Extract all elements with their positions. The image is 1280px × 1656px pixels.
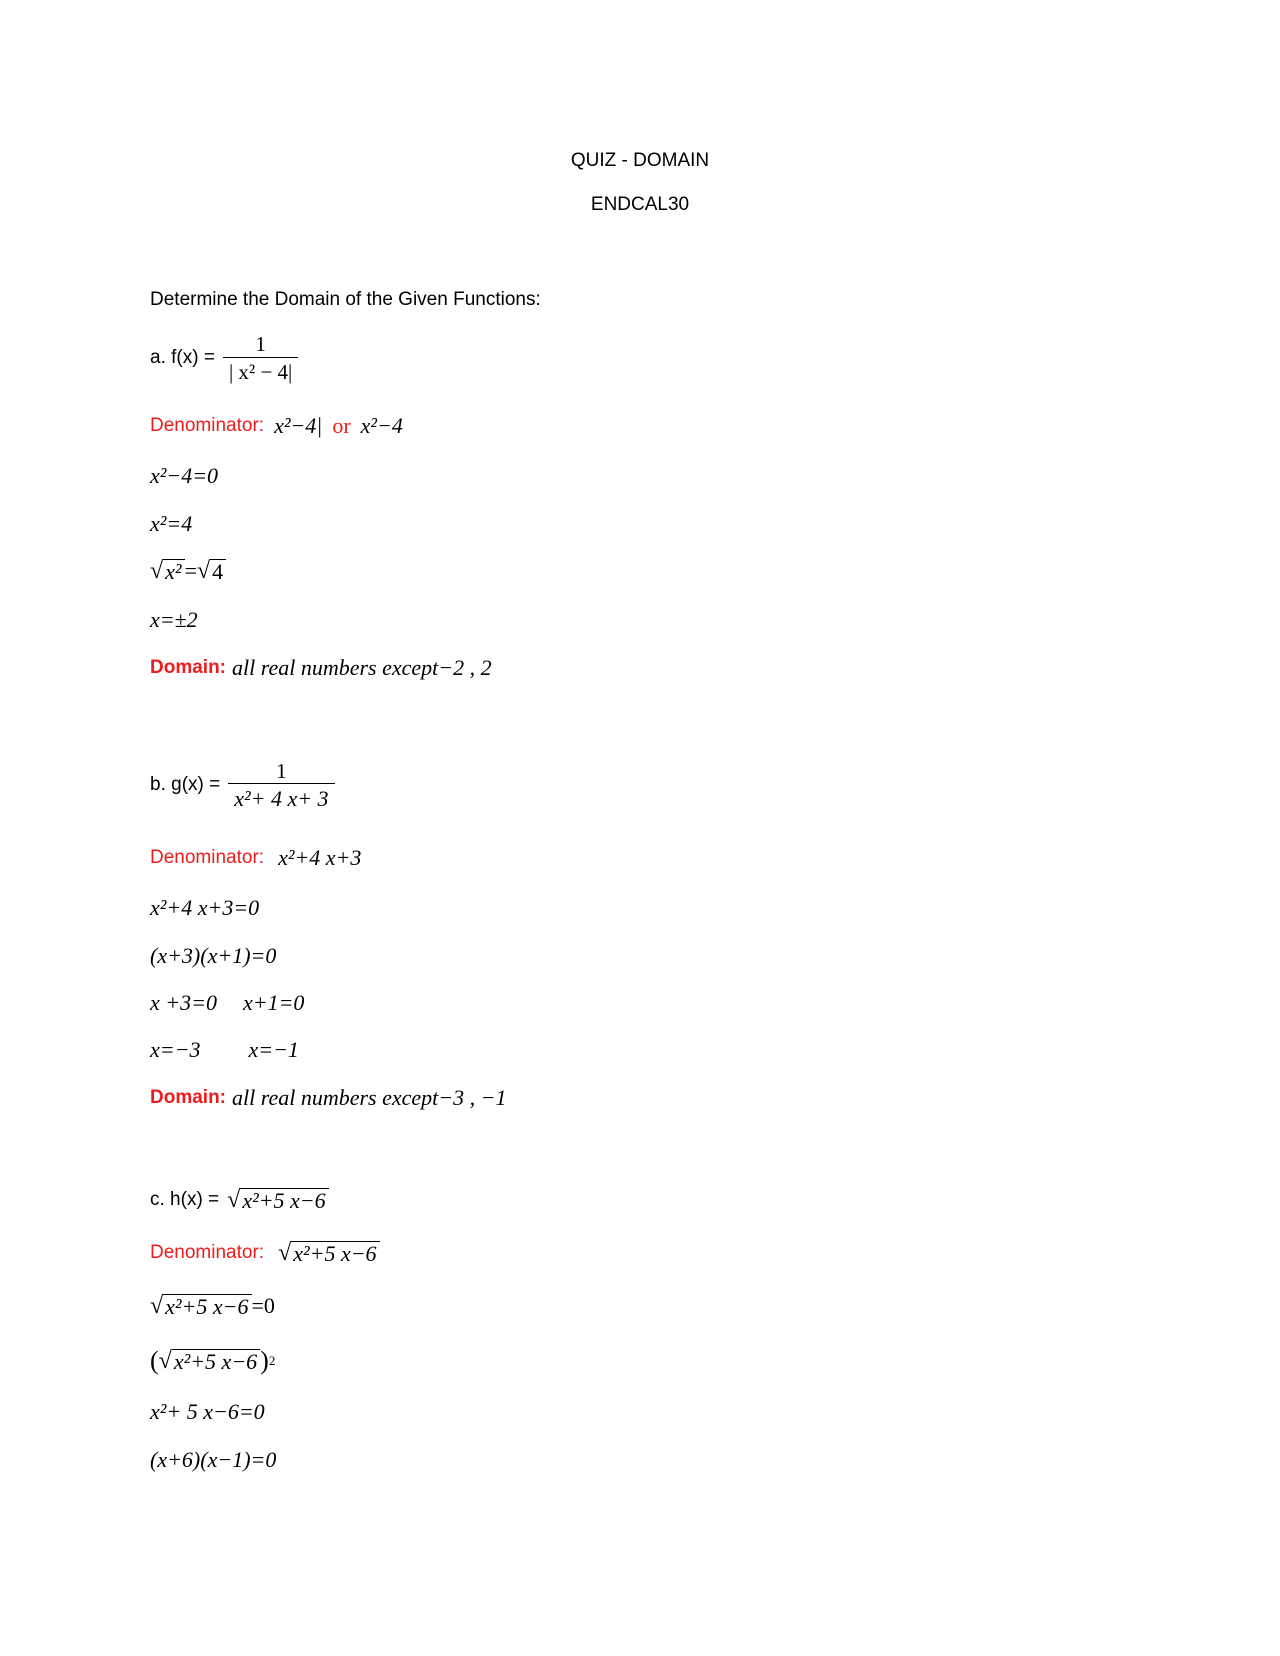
part-b-step1 [150, 890, 259, 926]
part-c-step1-rest: =0 [251, 1293, 275, 1318]
part-a-domain-text: all real numbers except−2 , 2 [232, 655, 492, 680]
part-a-domain-label: Domain: [150, 657, 226, 678]
part-b-step2 [150, 938, 276, 974]
part-b-denominator: x²+ 4 x+ 3 [228, 783, 334, 811]
part-b-step1-text: x²+4 x+3=0 [150, 895, 260, 920]
part-a-or: or [332, 413, 351, 438]
part-c-step1 [150, 1288, 275, 1324]
part-b-denom-expr: x²+4 x+3 [278, 845, 362, 870]
part-c-step4-text: (x+6)(x−1)=0 [150, 1447, 277, 1472]
quiz-title: QUIZ - DOMAIN [570, 150, 710, 171]
course-code: ENDCAL30 [590, 194, 690, 215]
part-c-step3 [150, 1394, 265, 1430]
part-b-label: b. g(x) = [150, 774, 221, 795]
part-a-denom-expr2: x²−4 [360, 413, 403, 438]
part-a-step2-text: x²=4 [150, 511, 193, 536]
part-c-step2-sqrt: √ x²+5 x−6 [159, 1349, 261, 1373]
part-a-step4 [150, 602, 198, 638]
part-a-sqrt-right-radicand: 4 [210, 559, 226, 583]
part-c-step1-radicand: x²+5 x−6 [163, 1294, 251, 1318]
part-c-radicand: x²+5 x−6 [240, 1188, 328, 1212]
part-c-step4 [150, 1442, 276, 1478]
part-b-denom-label: Denominator: [150, 847, 265, 868]
part-b-step4a-text: x=−3 [150, 1037, 201, 1062]
part-b-step4 [150, 1032, 299, 1068]
part-c-step2-radicand: x²+5 x−6 [172, 1349, 260, 1373]
part-a-step1 [150, 458, 218, 494]
part-c-label: c. h(x) = [150, 1189, 220, 1210]
part-a-denom-label: Denominator: [150, 415, 265, 436]
part-c-step3-text: x²+ 5 x−6=0 [150, 1399, 265, 1424]
part-c-step2-exponent: 2 [268, 1353, 276, 1368]
part-c-step2: ( √ x²+5 x−6 ) 2 [150, 1346, 276, 1375]
part-a-sqrt-right: √ 4 [197, 559, 226, 583]
part-c-denom-label: Denominator: [150, 1242, 265, 1263]
part-a-sqrt-left: √ x² [150, 559, 185, 583]
part-b-denominator-line [150, 840, 361, 876]
part-b-step3 [150, 985, 304, 1021]
instructions: Determine the Domain of the Given Functions: [150, 289, 541, 310]
part-a-numerator: 1 [255, 332, 266, 357]
part-c-sqrt: √ x²+5 x−6 [227, 1188, 329, 1212]
part-b-domain [150, 1080, 506, 1116]
part-b-fraction [228, 759, 334, 811]
part-a-function [150, 330, 298, 386]
part-b-numerator: 1 [276, 758, 287, 783]
part-a-step1-text: x²−4=0 [150, 463, 219, 488]
part-a-step4-text: x=±2 [150, 607, 198, 632]
part-a-sqrt-left-radicand: x² [163, 559, 184, 583]
part-a-step2 [150, 506, 192, 542]
part-c-function [150, 1182, 329, 1218]
part-c-denominator-line [150, 1235, 380, 1271]
part-c-denom-radicand: x²+5 x−6 [291, 1241, 379, 1265]
part-a-denom-expr1: x²−4| [274, 413, 323, 438]
part-a-step3 [150, 553, 226, 589]
part-b-step3a-text: x +3=0 [150, 990, 217, 1015]
part-b-step4b-text: x=−1 [248, 1037, 299, 1062]
part-a-denominator-line [150, 408, 403, 444]
part-b-step2-text: (x+3)(x+1)=0 [150, 943, 277, 968]
part-a-step3-equals: = [184, 558, 197, 583]
part-c-step1-sqrt: √ x²+5 x−6 [150, 1294, 252, 1318]
part-a-domain [150, 650, 492, 686]
part-b-domain-label: Domain: [150, 1087, 226, 1108]
part-b-function [150, 755, 335, 815]
part-c-denom-sqrt: √ x²+5 x−6 [278, 1241, 380, 1265]
part-b-step3b-text: x+1=0 [242, 990, 305, 1015]
part-a-denominator: | x² − 4| [223, 357, 298, 384]
part-b-domain-text: all real numbers except−3 , −1 [232, 1085, 507, 1110]
part-a-label: a. f(x) = [150, 347, 215, 368]
part-a-fraction [223, 332, 298, 383]
